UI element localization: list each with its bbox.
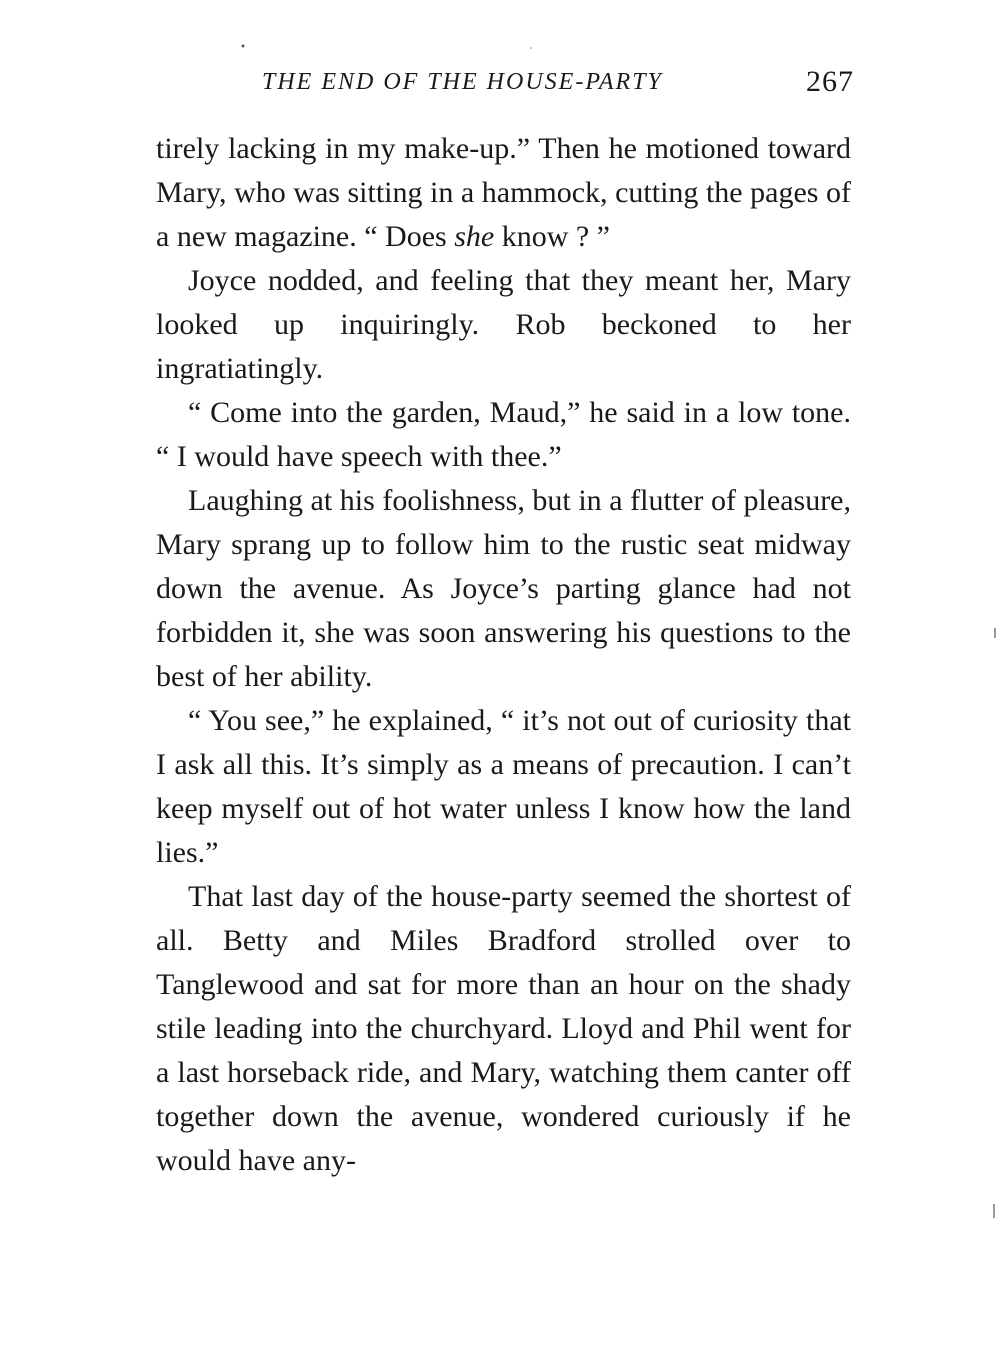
speck: [994, 628, 996, 638]
paragraph-4: Laughing at his foolishness, but in a flutter of pleasure, Mary sprang up to follow him to the rustic seat midway down the avenue. As Joyce’s parting glance had not forbidden it, she was soon answering his questions to the best of her ability.: [156, 484, 851, 693]
speck: [530, 47, 532, 49]
paragraph-1-text-after: know ? ”: [494, 220, 610, 253]
emphasis-she: she: [454, 220, 495, 253]
paragraph-3: “ Come into the garden, Maud,” he said in a low tone. “ I would have speech with thee.”: [156, 396, 851, 473]
speck: [242, 45, 245, 48]
running-head: [262, 62, 854, 102]
paragraph-6: That last day of the house-party seemed the shortest of all. Betty and Miles Bradford strolled over to Tanglewood and sat for more than an hour on the shady stile leading into the churchyard. Lloyd and Phil went for a last horseback ride, and Mary, watching them canter off together down the avenue, wondered curiously if he would have any-: [156, 880, 851, 1177]
paragraph-1: [156, 127, 851, 259]
body-text: [156, 127, 851, 1183]
chapter-title: THE END OF THE HOUSE-PARTY: [262, 69, 663, 95]
speck: [993, 1204, 995, 1218]
paragraph-2: Joyce nodded, and feeling that they meant her, Mary looked up inquiringly. Rob beckoned to her ingratiatingly.: [156, 264, 851, 385]
paragraph-1-text-before: tirely lacking in my make-up.” Then he motioned toward Mary, who was sitting in a hammock, cutting the pages of a new magazine. “ Does: [156, 132, 851, 253]
paragraph-5: “ You see,” he explained, “ it’s not out of curiosity that I ask all this. It’s simply as a means of precaution. I can’t keep myself out of hot water unless I know how the land lies.”: [156, 704, 851, 869]
page-number: 267: [806, 65, 854, 98]
